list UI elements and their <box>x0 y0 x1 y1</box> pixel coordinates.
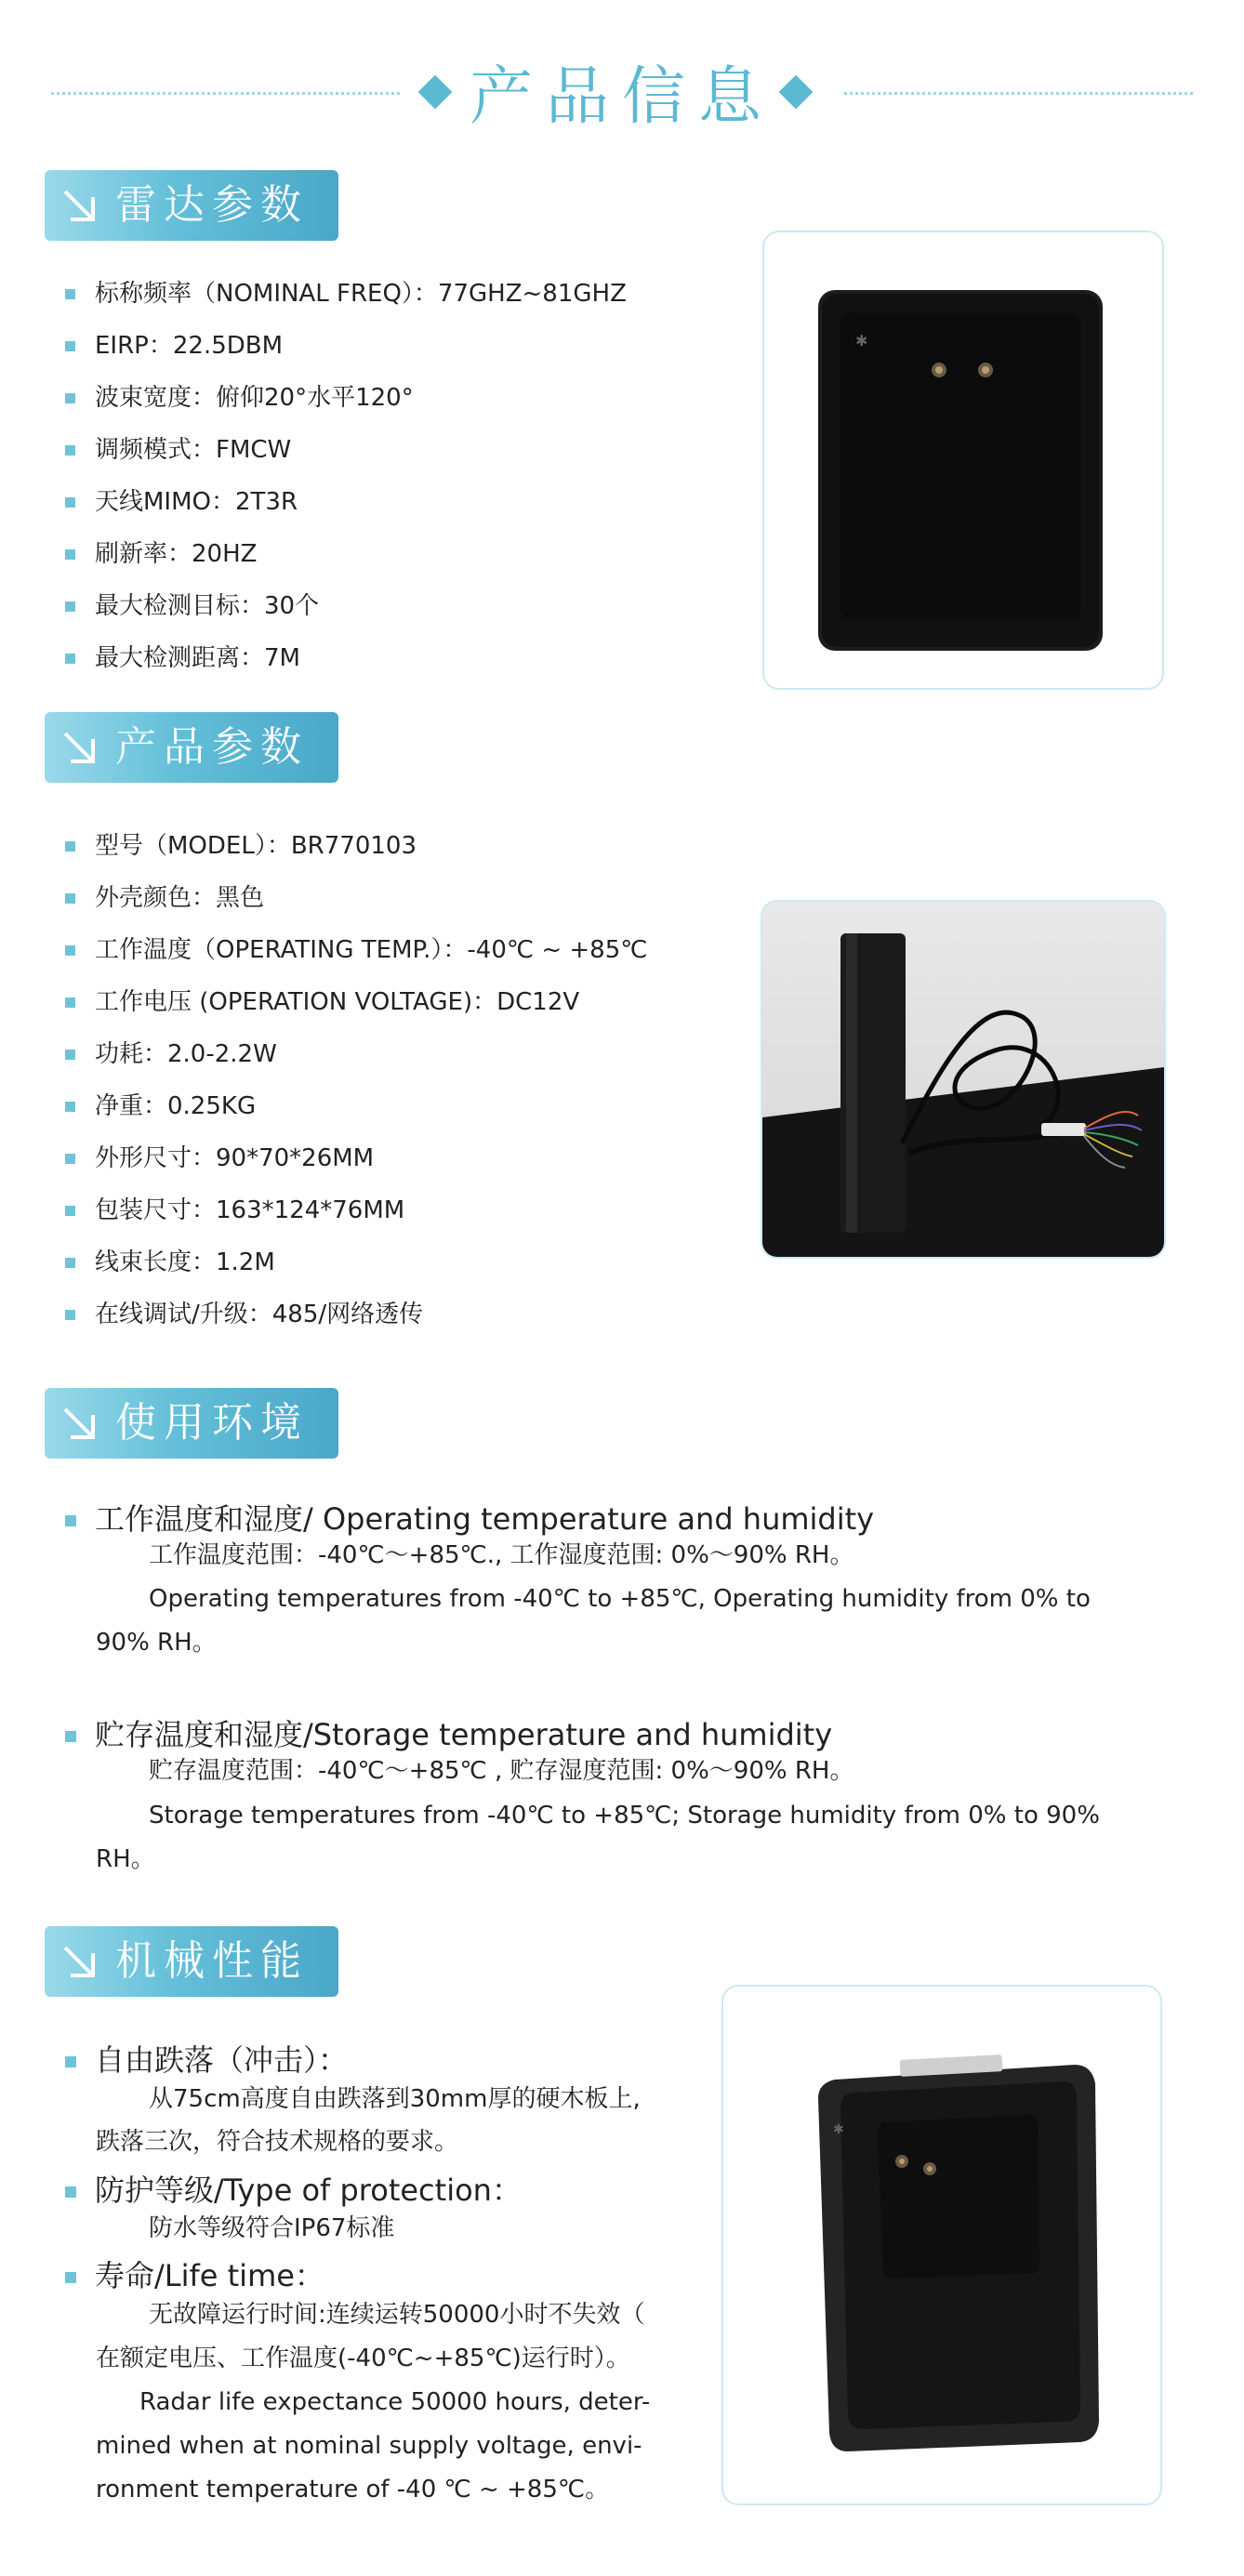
section-title: 机械性能 <box>115 1937 309 1985</box>
section-title: 产品参数 <box>115 723 309 771</box>
paragraph: 跌落三次，符合技术规格的要求。 <box>96 2128 459 2156</box>
paragraph: 从75cm高度自由跌落到30mm厚的硬木板上, <box>149 2085 641 2113</box>
paragraph: 90% RH。 <box>96 1629 217 1657</box>
paragraph: 无故障运行时间:连续运转50000小时不失效（ <box>149 2301 645 2329</box>
section-header-environment <box>45 1388 338 1459</box>
paragraph: 贮存温度范围：-40℃～+85℃ , 贮存湿度范围: 0%～90% RH。 <box>149 1757 854 1785</box>
section-title: 使用环境 <box>115 1399 309 1447</box>
paragraph: Radar life expectance 50000 hours, deter- <box>139 2388 651 2416</box>
paragraph: 防水等级符合IP67标准 <box>149 2214 395 2242</box>
section-title: 雷达参数 <box>115 181 309 229</box>
paragraph: mined when at nominal supply voltage, envi- <box>96 2432 642 2460</box>
section-header-product <box>45 712 338 783</box>
product-image-side <box>761 900 1166 1259</box>
product-image-angled <box>721 1985 1162 2505</box>
section-header-mechanical <box>45 1926 338 1997</box>
arrow-down-right-icon <box>58 1940 100 1983</box>
page-title: 产品信息 <box>469 60 774 134</box>
product-image-front <box>762 231 1164 690</box>
arrow-down-right-icon <box>58 726 100 769</box>
bluetooth-icon: ✱ <box>833 2122 844 2137</box>
arrow-down-right-icon <box>58 184 100 227</box>
arrow-down-right-icon <box>58 1402 100 1445</box>
paragraph: ronment temperature of -40 ℃ ~ +85℃。 <box>96 2476 610 2503</box>
paragraph: 工作温度范围：-40℃～+85℃., 工作湿度范围: 0%～90% RH。 <box>149 1541 854 1569</box>
paragraph: Storage temperatures from -40℃ to +85℃; Storage humidity from 0% to 90% <box>149 1802 1100 1830</box>
bluetooth-icon: ✱ <box>855 332 868 350</box>
paragraph: Operating temperatures from -40℃ to +85℃, Operating humidity from 0% to <box>149 1585 1091 1613</box>
paragraph: RH。 <box>96 1845 155 1873</box>
section-header-radar <box>45 170 338 241</box>
title-divider-right <box>844 92 1193 95</box>
paragraph: 在额定电压、工作温度(-40℃~+85℃)运行时）。 <box>96 2345 630 2372</box>
